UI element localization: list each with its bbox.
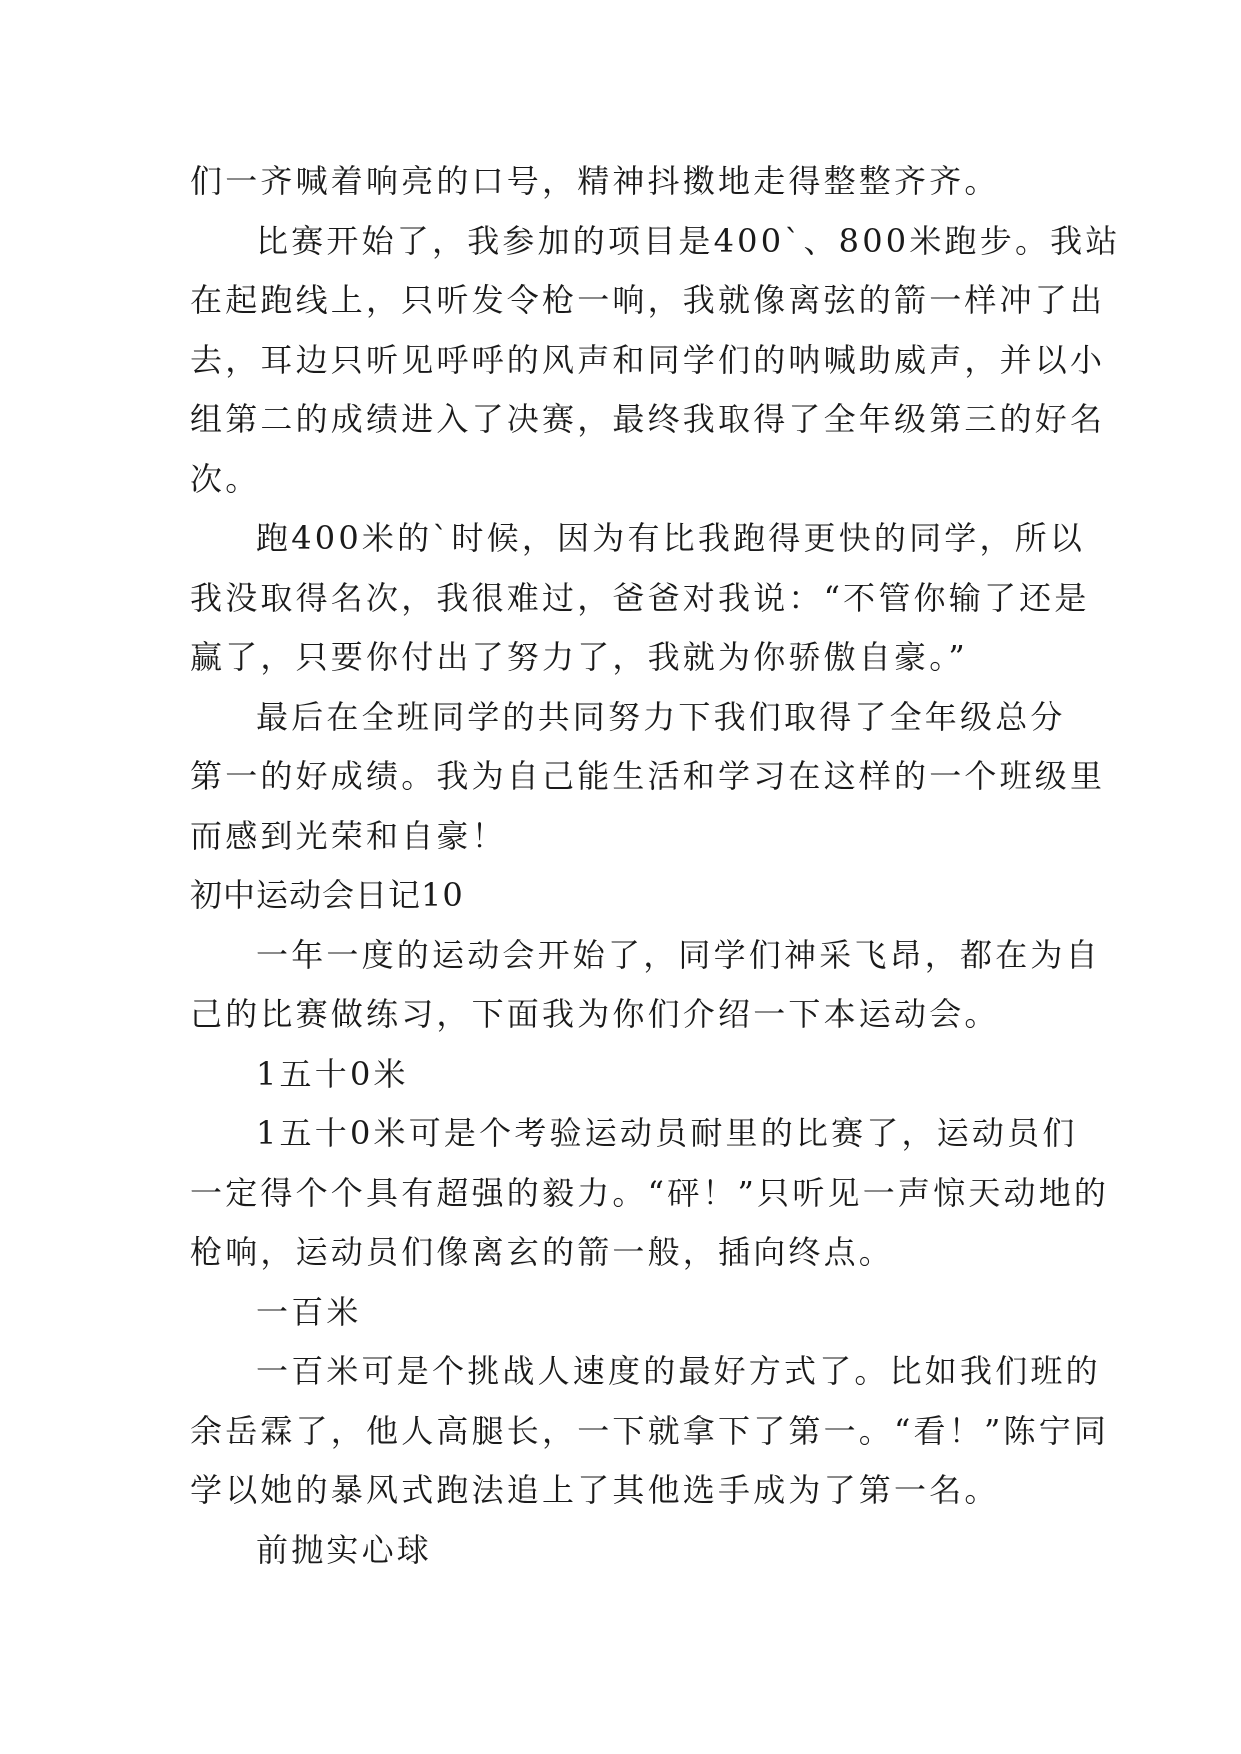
text-line: 比赛开始了，我参加的项目是400`、800米跑步。我站 (256, 221, 1121, 260)
paragraph (190, 1342, 1110, 1521)
paragraph (190, 152, 1052, 212)
text-line: 学以她的暴风式跑法追上了其他选手成为了第一名。 (190, 1471, 1000, 1509)
text-line: 一定得个个具有超强的毅力。“砰！”只听见一声惊天动地的 (190, 1173, 1110, 1212)
paragraph (190, 688, 1106, 867)
paragraph (190, 212, 1121, 510)
text-line: 在起跑线上，只听发令枪一响，我就像离弦的箭一样冲了出 (190, 281, 1106, 319)
paragraph (190, 1283, 1052, 1343)
paragraph (190, 926, 1101, 1045)
text-line: 赢了，只要你付出了努力了，我就为你骄傲自豪。” (190, 638, 968, 676)
text-line: 组第二的成绩进入了决赛，最终我取得了全年级第三的好名 (190, 400, 1106, 438)
text-line: 最后在全班同学的共同努力下我们取得了全年级总分 (256, 697, 1066, 736)
text-line: 们一齐喊着响亮的口号，精神抖擞地走得整整齐齐。 (190, 162, 1000, 200)
text-line: 次。 (190, 459, 261, 498)
text-line: 去，耳边只听见呼呼的风声和同学们的呐喊助威声，并以小 (190, 340, 1106, 379)
text-line: 跑400米的`时候，因为有比我跑得更快的同学，所以 (256, 519, 1086, 557)
text-line: 一年一度的运动会开始了，同学们神采飞昂，都在为自 (256, 935, 1101, 974)
text-line: 我没取得名次，我很难过，爸爸对我说：“不管你输了还是 (190, 578, 1090, 617)
section-heading: 初中运动会日记10 (190, 876, 464, 914)
paragraph (190, 509, 1090, 688)
text-line: 而感到光荣和自豪！ (190, 816, 507, 855)
subheading-line: 一百米 (256, 1292, 362, 1331)
text-line: 己的比赛做练习，下面我为你们介绍一下本运动会。 (190, 995, 1000, 1033)
document-page (190, 152, 1121, 1580)
subheading-line: 前抛实心球 (256, 1530, 433, 1569)
paragraph (190, 1104, 1110, 1283)
text-line: 第一的好成绩。我为自己能生活和学习在这样的一个班级里 (190, 757, 1106, 795)
subheading-line: 1五十0米 (256, 1054, 409, 1093)
paragraph (190, 1045, 1052, 1105)
paragraph (190, 1521, 1052, 1581)
text-line: 余岳霖了，他人高腿长，一下就拿下了第一。“看！”陈宁同 (190, 1411, 1110, 1450)
text-line: 1五十0米可是个考验运动员耐里的比赛了，运动员们 (256, 1114, 1078, 1152)
text-line: 一百米可是个挑战人速度的最好方式了。比如我们班的 (256, 1352, 1101, 1390)
text-line: 枪响，运动员们像离玄的箭一般，插向终点。 (190, 1233, 895, 1271)
